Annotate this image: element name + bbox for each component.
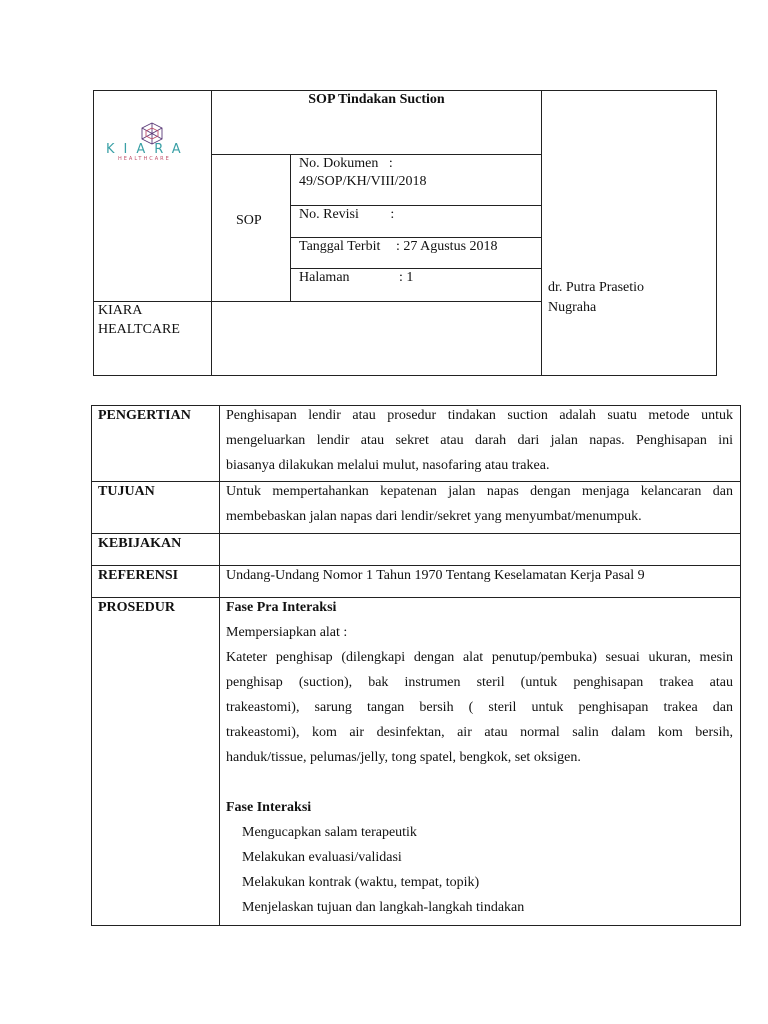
- referensi-label: REFERENSI: [98, 568, 179, 583]
- referensi-text: Undang-Undang Nomor 1 Tahun 1970 Tentang Keselamatan Kerja Pasal 9: [226, 568, 645, 583]
- issue-date-value: : 27 Agustus 2018: [396, 239, 498, 254]
- signer-line1: dr. Putra Prasetio: [548, 280, 645, 295]
- phase1-intro: Mempersiapkan alat :: [226, 625, 348, 640]
- doc-no-label: No. Dokumen :: [299, 156, 393, 171]
- prosedur-label: PROSEDUR: [98, 600, 176, 615]
- pengertian-label: PENGERTIAN: [98, 408, 191, 423]
- pengertian-text: [226, 403, 733, 478]
- phase1-line: trakeastomi), kom air desinfektan, air atau normal salin dalam kom bersih,: [226, 725, 733, 740]
- phase1-text: [226, 645, 733, 770]
- phase1-title: Fase Pra Interaksi: [226, 600, 337, 615]
- phase2-item: Menjelaskan tujuan dan langkah-langkah tindakan: [242, 900, 525, 915]
- phase1-line: trakeastomi), sarung tangan bersih ( steril untuk penghisapan trakea dan: [226, 700, 733, 715]
- org-name-line1: KIARA: [98, 303, 143, 318]
- org-name-line2: HEALTCARE: [98, 322, 180, 337]
- tujuan-line: Untuk mempertahankan kepatenan jalan napas dengan menjaga kelancaran dan: [226, 484, 733, 499]
- phase1-line: Kateter penghisap (dilengkapi dengan alat penutup/pembuka) sesuai ukuran, mesin: [226, 650, 733, 665]
- doc-no-value: 49/SOP/KH/VIII/2018: [299, 174, 427, 189]
- logo: [100, 120, 204, 162]
- logo-subtitle: HEALTHCARE: [118, 156, 171, 162]
- phase1-line: handuk/tissue, pelumas/jelly, tong spatel, bengkok, set oksigen.: [226, 750, 581, 765]
- tujuan-line: membebaskan jalan napas dari lendir/sekret yang menyumbat/menumpuk.: [226, 509, 642, 524]
- page-label: Halaman: [299, 270, 350, 285]
- kebijakan-label: KEBIJAKAN: [98, 536, 182, 551]
- issue-date-label: Tanggal Terbit: [299, 239, 381, 254]
- phase2-title: Fase Interaksi: [226, 800, 312, 815]
- pengertian-line: Penghisapan lendir atau prosedur tindakan suction adalah suatu metode untuk: [226, 408, 733, 423]
- phase1-line: penghisap (suction), bak instrumen steril (untuk penghisapan trakea atau: [226, 675, 733, 690]
- pengertian-line: mengeluarkan lendir atau sekret atau darah dari jalan napas. Penghisapan ini: [226, 433, 733, 448]
- page-title: SOP Tindakan Suction: [308, 92, 445, 107]
- signer-line2: Nugraha: [548, 300, 597, 315]
- revision-label: No. Revisi :: [299, 207, 395, 222]
- phase2-item: Melakukan kontrak (waktu, tempat, topik): [242, 875, 480, 890]
- logo-brand: KIARA: [106, 142, 190, 157]
- tujuan-label: TUJUAN: [98, 484, 155, 499]
- page-value: : 1: [399, 270, 414, 285]
- sop-label: SOP: [236, 213, 262, 228]
- pengertian-line: biasanya dilakukan melalui mulut, nasofaring atau trakea.: [226, 458, 550, 473]
- tujuan-text: [226, 479, 733, 529]
- phase2-item: Melakukan evaluasi/validasi: [242, 850, 402, 865]
- phase2-item: Mengucapkan salam terapeutik: [242, 825, 417, 840]
